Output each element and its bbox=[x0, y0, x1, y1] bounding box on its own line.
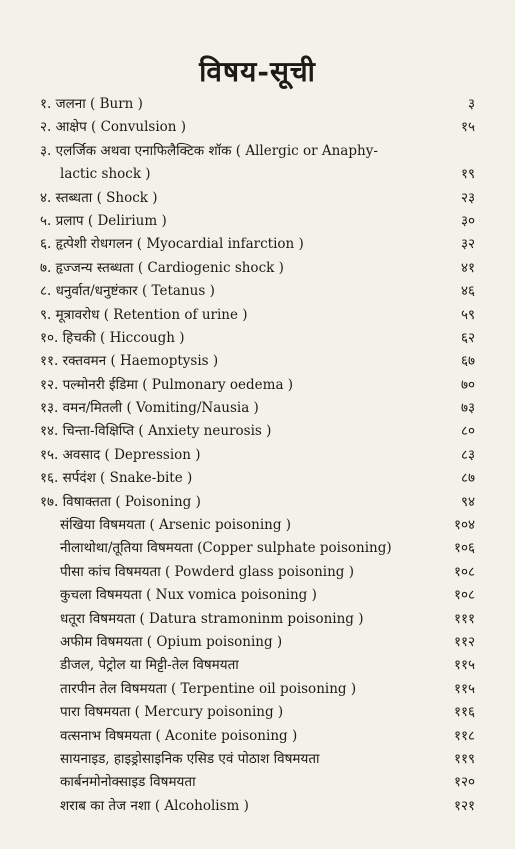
toc-entry-title: ४. स्तब्धता ( Shock ) bbox=[40, 189, 158, 206]
toc-entry-title: ७. हृज्जन्य स्तब्धता ( Cardiogenic shock ) bbox=[40, 259, 284, 276]
toc-entry-title: पीसा कांच विषमयता ( Powderd glass poisoning ) bbox=[60, 563, 354, 580]
toc-entry bbox=[0, 374, 515, 397]
toc-entry bbox=[0, 140, 515, 163]
toc-entry-title: धतूरा विषमयता ( Datura stramoninm poisoning ) bbox=[60, 610, 364, 627]
toc-entry-title: कुचला विषमयता ( Nux vomica poisoning ) bbox=[60, 587, 317, 604]
toc-entry bbox=[0, 93, 515, 116]
toc-entry-title: १५. अवसाद ( Depression ) bbox=[40, 446, 201, 463]
toc-entry bbox=[0, 631, 515, 654]
toc-entry bbox=[0, 350, 515, 373]
toc-entry-page: ११५ bbox=[453, 657, 475, 674]
toc-entry-page: ११६ bbox=[453, 704, 475, 721]
toc-entry-title: तारपीन तेल विषमयता ( Terpentine oil poisoning ) bbox=[60, 680, 357, 697]
toc-entry bbox=[0, 280, 515, 303]
toc-entry bbox=[0, 748, 515, 771]
toc-entry-title: १. जलना ( Burn ) bbox=[40, 96, 143, 112]
toc-entry-page: ५९ bbox=[460, 306, 475, 323]
toc-entry bbox=[0, 467, 515, 490]
toc-entry-page: १०८ bbox=[453, 563, 475, 580]
toc-entry-page: ७० bbox=[460, 376, 475, 393]
toc-entry-title: पारा विषमयता ( Mercury poisoning ) bbox=[60, 704, 284, 721]
toc-entry bbox=[0, 654, 515, 677]
toc-entry bbox=[0, 163, 515, 186]
page-title: विषय-सूची bbox=[199, 55, 316, 88]
toc-entry-title: नीलाथोथा/तूतिया विषमयता (Copper sulphate poisoning) bbox=[60, 540, 392, 557]
toc-entry-page: ८३ bbox=[460, 446, 475, 463]
toc-entry-title: सायनाइड, हाइड्रोसाइनिक एसिड एवं पोठाश विषमयता bbox=[60, 750, 320, 767]
toc-entry bbox=[0, 304, 515, 327]
toc-entry bbox=[0, 327, 515, 350]
toc-entry-page: ११५ bbox=[453, 680, 475, 697]
toc-entry-page: १११ bbox=[453, 610, 475, 627]
toc-entry-page: ७३ bbox=[460, 400, 475, 417]
toc-entry-title: संखिया विषमयता ( Arsenic poisoning ) bbox=[60, 517, 292, 534]
toc-entry-title: शराब का तेज नशा ( Alcoholism ) bbox=[60, 797, 249, 814]
toc-entry bbox=[0, 608, 515, 631]
toc-entry-page: १२१ bbox=[453, 797, 475, 814]
toc-entry-title: डीजल, पेट्रोल या मिट्टी-तेल विषमयता bbox=[60, 657, 239, 674]
toc-entry bbox=[0, 514, 515, 537]
toc-entry bbox=[0, 116, 515, 139]
toc-entry-page: १९ bbox=[460, 166, 475, 183]
toc-entry-page: १०४ bbox=[453, 517, 475, 534]
toc-entry bbox=[0, 420, 515, 443]
toc-entry-page: ३२ bbox=[460, 236, 475, 253]
toc-entry bbox=[0, 257, 515, 280]
toc-entry-title: १२. पल्मोनरी ईडिमा ( Pulmonary oedema ) bbox=[40, 376, 294, 393]
toc-entry-title: अफीम विषमयता ( Opium poisoning ) bbox=[60, 633, 283, 650]
toc-entry-page: ६२ bbox=[460, 329, 475, 346]
toc-entry bbox=[0, 771, 515, 794]
toc-entry bbox=[0, 725, 515, 748]
toc-entry-page: १२० bbox=[453, 774, 475, 791]
toc-entry-page: ४६ bbox=[460, 283, 475, 300]
toc-entry-title: २. आक्षेप ( Convulsion ) bbox=[40, 119, 187, 136]
toc-entry bbox=[0, 233, 515, 256]
toc-entry-title: ६. हृत्पेशी रोधगलन ( Myocardial infarction ) bbox=[40, 236, 304, 253]
toc-entry bbox=[0, 795, 515, 818]
toc-entry-title: १४. चिन्ता-विक्षिप्ति ( Anxiety neurosis ) bbox=[40, 423, 272, 440]
toc-entry-title: ५. प्रलाप ( Delirium ) bbox=[40, 212, 167, 229]
toc-entry bbox=[0, 397, 515, 420]
toc-entry-page: ११९ bbox=[453, 750, 475, 767]
table-of-contents bbox=[0, 93, 515, 818]
toc-entry-title: ३. एलर्जिक अथवा एनाफिलैक्टिक शॉक ( Allergic or Anaphy- bbox=[40, 142, 378, 159]
toc-entry-title: वत्सनाभ विषमयता ( Aconite poisoning ) bbox=[60, 727, 298, 744]
toc-entry-title: १०. हिचकी ( Hiccough ) bbox=[40, 329, 185, 346]
toc-entry-page: ११८ bbox=[453, 727, 475, 744]
toc-entry-page: १०६ bbox=[453, 540, 475, 557]
toc-entry-title: ८. धनुर्वात/धनुष्टंकार ( Tetanus ) bbox=[40, 283, 215, 300]
toc-entry-title: १७. विषाक्तता ( Poisoning ) bbox=[40, 493, 201, 510]
toc-entry bbox=[0, 678, 515, 701]
toc-entry-page: ८० bbox=[460, 423, 475, 440]
toc-entry bbox=[0, 187, 515, 210]
toc-entry-title: कार्बनमोनोक्साइड विषमयता bbox=[60, 774, 196, 791]
toc-entry bbox=[0, 701, 515, 724]
toc-entry-page: ८७ bbox=[460, 470, 475, 487]
toc-entry bbox=[0, 444, 515, 467]
toc-entry-title: lactic shock ) bbox=[60, 166, 151, 183]
toc-entry bbox=[0, 491, 515, 514]
toc-entry-page: ३ bbox=[467, 96, 475, 112]
toc-entry-page: ४१ bbox=[460, 259, 475, 276]
toc-entry-title: १६. सर्पदंश ( Snake-bite ) bbox=[40, 470, 193, 487]
toc-entry bbox=[0, 584, 515, 607]
toc-entry-page: ३० bbox=[460, 212, 475, 229]
toc-entry-page: ६७ bbox=[460, 353, 475, 370]
toc-entry-page: ९४ bbox=[460, 493, 475, 510]
toc-entry-page: ११२ bbox=[453, 633, 475, 650]
toc-entry-page: १०८ bbox=[453, 587, 475, 604]
toc-entry-title: ९. मूत्रावरोध ( Retention of urine ) bbox=[40, 306, 248, 323]
toc-entry bbox=[0, 537, 515, 560]
toc-entry bbox=[0, 561, 515, 584]
toc-entry-page: २३ bbox=[460, 189, 475, 206]
toc-entry-title: ११. रक्तवमन ( Haemoptysis ) bbox=[40, 353, 219, 370]
toc-entry-title: १३. वमन/मितली ( Vomiting/Nausia ) bbox=[40, 400, 259, 417]
toc-entry bbox=[0, 210, 515, 233]
toc-entry-page: १५ bbox=[460, 119, 475, 136]
